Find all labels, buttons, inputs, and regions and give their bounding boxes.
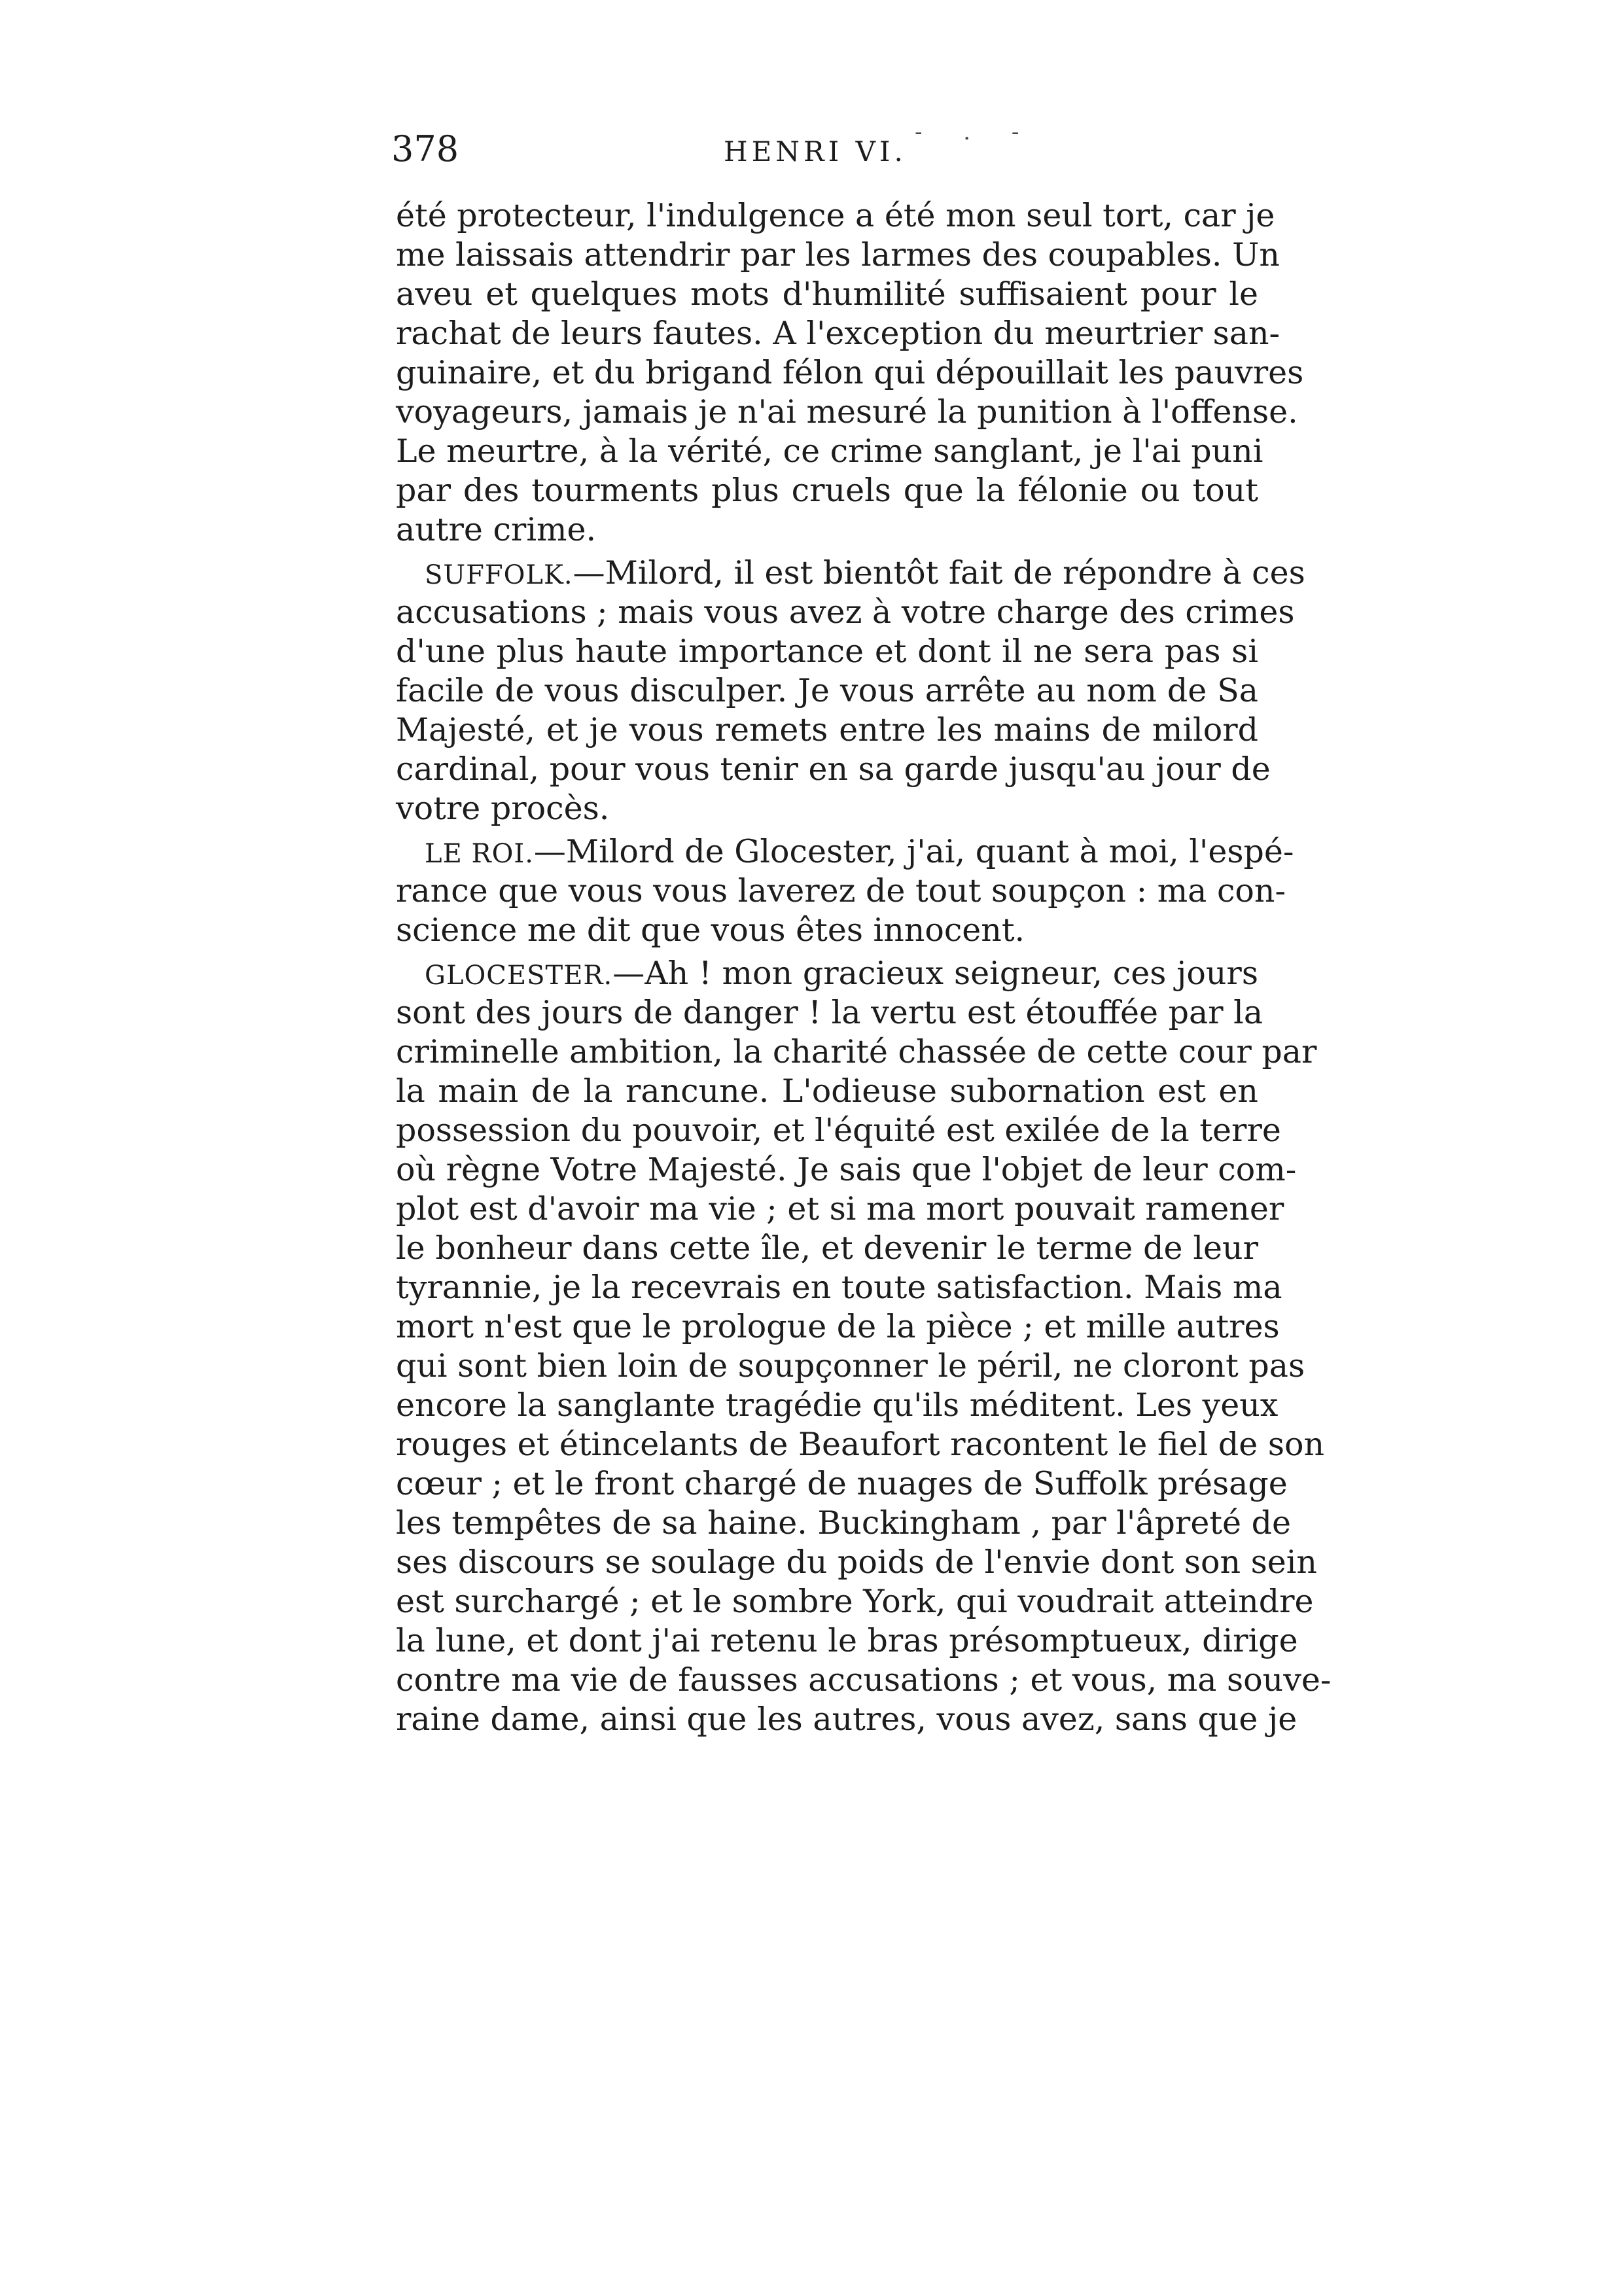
- text-line: voyageurs, jamais je n'ai mesuré la punition à l'offense.: [396, 393, 1298, 431]
- text-line: votre procès.: [396, 790, 610, 827]
- text-line: me laissais attendrir par les larmes des coupables. Un: [396, 236, 1280, 274]
- text-line: cardinal, pour vous tenir en sa garde jusqu'au jour de: [396, 751, 1271, 788]
- text-line: autre crime.: [396, 511, 597, 548]
- text-line: sont des jours de danger ! la vertu est étouffée par la: [396, 994, 1263, 1031]
- text-line: est surchargé ; et le sombre York, qui voudrait atteindre: [396, 1583, 1314, 1620]
- text-line: possession du pouvoir, et l'équité est exilée de la terre: [396, 1112, 1281, 1149]
- text-line: raine dame, ainsi que les autres, vous avez, sans que je: [396, 1701, 1297, 1738]
- text-line: aveu et quelques mots d'humilité suffisaient pour le: [396, 275, 1258, 313]
- text-line: rachat de leurs fautes. A l'exception du meurtrier san-: [396, 315, 1280, 352]
- text-line: contre ma vie de fausses accusations ; et vous, ma souve-: [396, 1661, 1332, 1699]
- print-specks: - . -: [915, 119, 1036, 145]
- text-line: par des tourments plus cruels que la félonie ou tout: [396, 472, 1258, 509]
- speech-text: —Milord, il est bientôt fait de répondre à ces: [573, 554, 1305, 592]
- paragraph: [396, 196, 1304, 550]
- text-line: plot est d'avoir ma vie ; et si ma mort pouvait ramener: [396, 1190, 1284, 1227]
- text-line: le bonheur dans cette île, et devenir le terme de leur: [396, 1229, 1258, 1267]
- text-line: encore la sanglante tragédie qu'ils méditent. Les yeux: [396, 1386, 1279, 1424]
- speech-first-line: [396, 832, 1294, 872]
- text-line: science me dit que vous êtes innocent.: [396, 911, 1025, 949]
- text-line: où règne Votre Majesté. Je sais que l'objet de leur com-: [396, 1151, 1297, 1188]
- speech-first-line: [396, 954, 1258, 993]
- speech-le-roi: [396, 832, 1294, 950]
- page-number: 378: [391, 128, 459, 169]
- text-line: cœur ; et le front chargé de nuages de Suffolk présage: [396, 1465, 1288, 1502]
- body-text: [396, 196, 1332, 1739]
- speaker-name: LE ROI.: [425, 839, 534, 869]
- text-line: la main de la rancune. L'odieuse subornation est en: [396, 1072, 1258, 1110]
- speech-first-line: [396, 554, 1305, 593]
- text-line: accusations ; mais vous avez à votre charge des crimes: [396, 593, 1295, 631]
- text-line: rance que vous vous laverez de tout soupçon : ma con-: [396, 872, 1286, 910]
- text-line: guinaire, et du brigand félon qui dépouillait les pauvres: [396, 354, 1304, 391]
- text-line: mort n'est que le prologue de la pièce ; et mille autres: [396, 1308, 1280, 1345]
- running-title: HENRI VI.: [724, 135, 907, 168]
- text-line: ses discours se soulage du poids de l'envie dont son sein: [396, 1544, 1317, 1581]
- text-line: Le meurtre, à la vérité, ce crime sanglant, je l'ai puni: [396, 433, 1263, 470]
- text-line: qui sont bien loin de soupçonner le péril, ne cloront pas: [396, 1347, 1305, 1385]
- speech-text: —Ah ! mon gracieux seigneur, ces jours: [612, 955, 1258, 992]
- speech-glocester: [396, 954, 1332, 1739]
- page-header: [391, 119, 1242, 182]
- text-line: d'une plus haute importance et dont il ne sera pas si: [396, 633, 1258, 670]
- text-line: été protecteur, l'indulgence a été mon seul tort, car je: [396, 197, 1275, 234]
- speech-suffolk: [396, 554, 1305, 828]
- text-line: criminelle ambition, la charité chassée de cette cour par: [396, 1033, 1317, 1070]
- speaker-name: SUFFOLK.: [425, 560, 573, 590]
- text-line: facile de vous disculper. Je vous arrête au nom de Sa: [396, 672, 1258, 709]
- text-line: tyrannie, je la recevrais en toute satisfaction. Mais ma: [396, 1269, 1282, 1306]
- text-line: rouges et étincelants de Beaufort racontent le fiel de son: [396, 1426, 1325, 1463]
- text-line: les tempêtes de sa haine. Buckingham , par l'âpreté de: [396, 1504, 1291, 1542]
- text-line: Majesté, et je vous remets entre les mains de milord: [396, 711, 1258, 749]
- text-line: la lune, et dont j'ai retenu le bras présomptueux, dirige: [396, 1622, 1298, 1659]
- speaker-name: GLOCESTER.: [425, 961, 613, 991]
- speech-text: —Milord de Glocester, j'ai, quant à moi, l'espé-: [533, 833, 1294, 870]
